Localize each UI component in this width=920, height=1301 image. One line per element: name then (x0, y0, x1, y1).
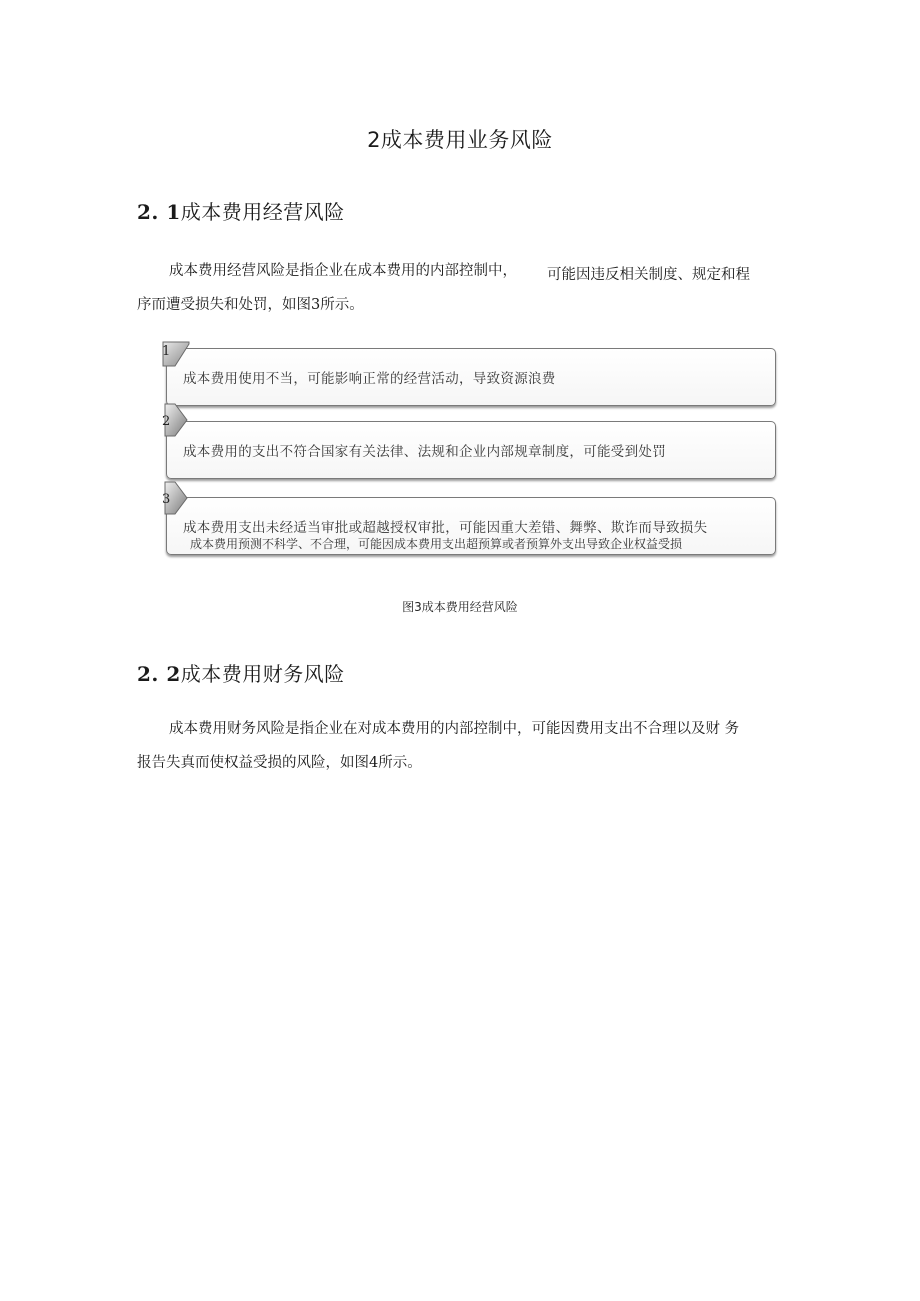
risk-item-text: 成本费用使用不当，可能影响正常的经营活动，导致资源浪费 (183, 371, 556, 387)
section-number: 2. 2 (137, 662, 181, 686)
risk-item-box (166, 421, 776, 479)
marker-number: 2 (162, 414, 171, 429)
risk-item-box (166, 348, 776, 406)
risk-item-text: 成本费用的支出不符合国家有关法律、法规和企业内部规章制度，可能受到处罚 (183, 444, 666, 460)
paragraph-text: 成本费用财务风险是指企业在对成本费用的内部控制中，可能因费用支出不合理以及财 务 (169, 721, 740, 737)
chevron-marker-icon (159, 482, 195, 518)
section-title: 成本费用经营风险 (180, 200, 345, 224)
document-title: 2成本费用业务风险 (367, 128, 553, 152)
chevron-marker-icon (159, 342, 195, 378)
paragraph-text: 报告失真而使权益受损的风险，如图4所示。 (137, 755, 422, 771)
figure-3-diagram (162, 344, 779, 536)
paragraph-text: 序而遭受损失和处罚，如图3所示。 (137, 297, 364, 313)
paragraph-text: 成本费用经营风险是指企业在成本费用的内部控制中， (169, 263, 517, 279)
section-number: 2. 1 (137, 200, 181, 224)
chevron-marker-icon (159, 404, 195, 440)
risk-item-text: 成本费用支出未经适当审批或超越授权审批，可能因重大差错、舞弊、欺诈而导致损失 (183, 520, 708, 536)
section-heading-2-2 (137, 658, 345, 687)
marker-number: 3 (162, 492, 171, 507)
marker-number: 1 (162, 344, 171, 359)
figure-caption: 图3成本费用经营风险 (402, 600, 518, 614)
section-2-1-paragraph (137, 254, 785, 322)
section-2-2-paragraph (137, 712, 785, 780)
section-title: 成本费用财务风险 (180, 662, 345, 686)
paragraph-text: 可能因违反相关制度、规定和程 (547, 267, 750, 283)
figure-extra-line: 成本费用预测不科学、不合理，可能因成本费用支出超预算或者预算外支出导致企业权益受损 (190, 537, 683, 551)
section-heading-2-1 (137, 196, 345, 225)
